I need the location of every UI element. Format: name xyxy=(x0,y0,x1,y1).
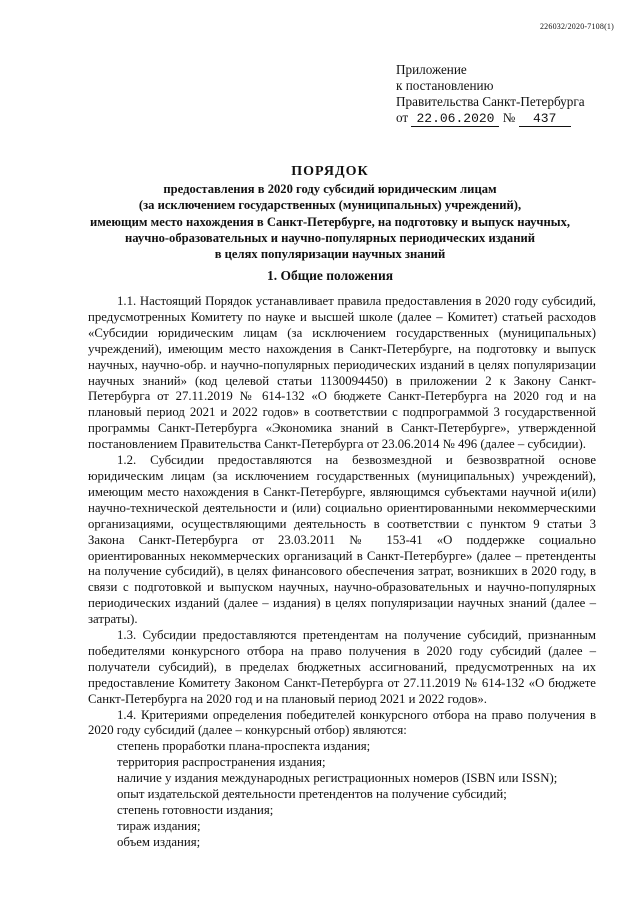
criteria-item: тираж издания; xyxy=(117,818,201,833)
title-main: ПОРЯДОК xyxy=(291,164,369,179)
paragraph-1-1: 1.1. Настоящий Порядок устанавливает правила предоставления в 2020 году субсидий, предусмотренных Комитету по науке и высшей школе (далее – Комитет) статьей расходов «Субсидии юридическим лицам (за исключением государственных (муниципальных) учреждений), имеющим место нахождения в Санкт-Петербурге, на подготовку и выпуск научных, научно-обр. и научно-популярных периодических изданий в целях популяризации научных знаний» (код целевой статьи 1130094450) в приложении 2 к Закону Санкт-Петербурга от 27.11.2019 № 614-132 «О бюджете Санкт-Петербурга на 2020 год и на плановый период 2021 и 2022 годов» в соответствии с подпрограммой 3 государственной программы Санкт-Петербурга «Экономика знаний в Санкт-Петербурге», утвержденной постановлением Правительства Санкт-Петербурга от 23.06.2014 № 496 (далее – субсидии). xyxy=(88,294,596,452)
criteria-item: наличие у издания международных регистрационных номеров (ISBN или ISSN); xyxy=(117,771,558,786)
document-id: 226032/2020-7108(1) xyxy=(539,22,614,31)
section-heading: 1. Общие положения xyxy=(266,268,394,283)
criteria-item: объем издания; xyxy=(117,834,201,849)
appendix-block xyxy=(396,62,626,127)
appendix-from-label: от xyxy=(396,110,409,125)
appendix-line-1: Приложение xyxy=(396,62,467,77)
criteria-item: степень проработки плана-проспекта издания; xyxy=(117,739,371,754)
appendix-line-3: Правительства Санкт-Петербурга xyxy=(396,94,585,109)
appendix-date: 22.06.2020 xyxy=(411,112,499,127)
title-line: в целях популяризации научных знаний xyxy=(214,247,446,262)
appendix-number: 437 xyxy=(519,112,571,127)
criteria-item: опыт издательской деятельности претендентов на получение субсидий; xyxy=(117,787,507,802)
appendix-date-line xyxy=(396,110,626,127)
appendix-line-2: к постановлению xyxy=(396,78,494,93)
document-title xyxy=(60,164,600,262)
paragraph-1-4: 1.4. Критериями определения победителей конкурсного отбора на право получения в 2020 году субсидий (далее – конкурсный отбор) являются: xyxy=(88,707,596,738)
title-line: предоставления в 2020 году субсидий юридическим лицам xyxy=(163,182,497,197)
title-line: имеющим место нахождения в Санкт-Петербурге, на подготовку и выпуск научных, xyxy=(89,214,571,229)
criteria-item: степень готовности издания; xyxy=(117,803,274,817)
document-body xyxy=(88,294,596,851)
title-line: (за исключением государственных (муниципальных) учреждений), xyxy=(138,198,522,213)
title-line: научно-образовательных и научно-популярных периодических изданий xyxy=(125,230,535,245)
paragraph-1-3: 1.3. Субсидии предоставляются претендентам на получение субсидий, признанным победителями конкурсного отбора на право получения в 2020 году субсидий (далее – получатели субсидий), в пределах бюджетных ассигнований, предусмотренных на их предоставление Комитету Законом Санкт-Петербурга от 27.11.2019 № 614-132 «О бюджете Санкт-Петербурга на 2020 год и на плановый период 2021 и 2022 годов». xyxy=(88,628,596,706)
criteria-item: территория распространения издания; xyxy=(117,755,326,770)
paragraph-1-2: 1.2. Субсидии предоставляются на безвозмездной и безвозвратной основе юридическим лицам (за исключением государственных (муниципальных) учреждений), имеющим место нахождения в Санкт-Петербурге, являющимся субъектами научной и(или) научно-технической деятельности и (или) социально ориентированными некоммерческими организациями, осуществляющими деятельность в соответствии с пунктом 9 статьи 3 Закона Санкт-Петербурга от 23.03.2011 № 153-41 «О поддержке социально ориентированных некоммерческих организаций в Санкт-Петербурге» (далее – претенденты на получение субсидий), в целях финансового обеспечения затрат, возникших в 2020 году, в связи с подготовкой и выпуском научных, научно-образовательных и научно-популярных периодических изданий (далее – издания) в целях популяризации научных знаний (далее – затраты). xyxy=(88,453,596,627)
appendix-number-sign: № xyxy=(502,110,516,125)
